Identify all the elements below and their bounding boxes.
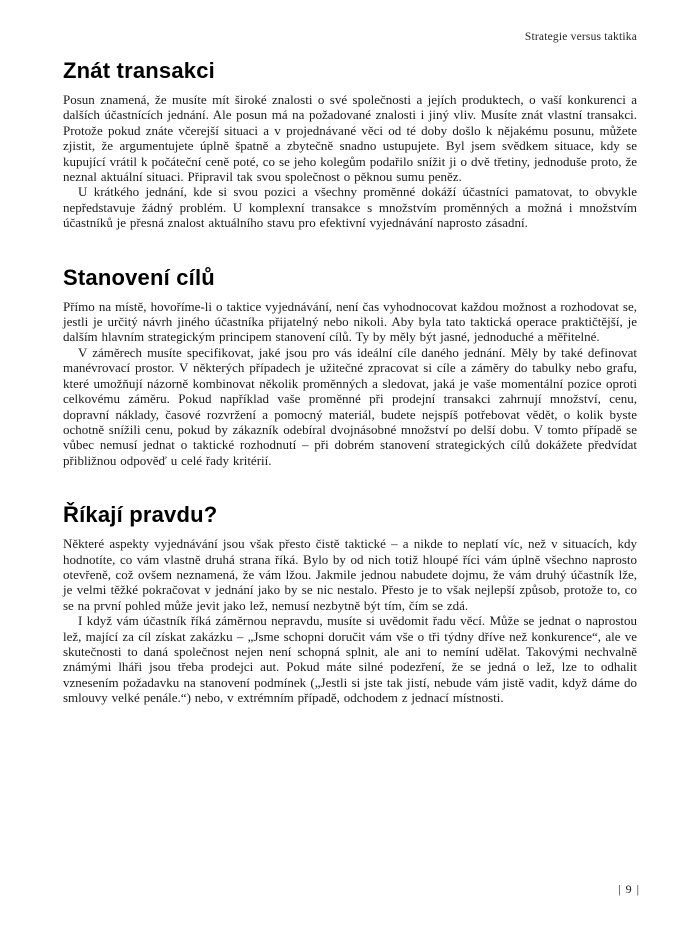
section-rikaji-pravdu bbox=[63, 502, 637, 705]
section-heading-znat-transakci: Znát transakci bbox=[63, 58, 215, 83]
section-heading-stanoveni-cilu: Stanovení cílů bbox=[63, 264, 215, 290]
section-znat-transakci bbox=[63, 58, 637, 231]
section-heading-rikaji-pravdu: Říkají pravdu? bbox=[63, 502, 218, 528]
paragraph: Některé aspekty vyjednávání jsou však přesto čistě taktické – a nikde to neplatí víc, než v situacích, kdy hodnotíte, co vám vlastně druhá strana říká. Bylo by od nich totiž hloupé říci vám úplně všechno naprosto otevřeně, což ovšem neznamená, že vám lžou. Jakmile jednou nabudete dojmu, že vám druhý účastník lže, je velmi těžké pokračovat v jednání jako by se nic nestalo. Přesto je to však nejlepší způsob, protože to, co se na první pohled může jevit jako lež, nemusí nezbytně být tím, čím se zdá. bbox=[63, 536, 637, 613]
page-content bbox=[63, 30, 637, 706]
paragraph: Posun znamená, že musíte mít široké znalosti o své společnosti a jejích produktech, o vaší konkurenci a dalších účastnících jednání. Ale posun má na požadované znalosti i jiný vliv. Musíte znát vlastní transakci. Protože pokud znáte včerejší situaci a v projednávané věci od té doby došlo k nějakému posunu, můžete zjistit, že argumentujete úplně špatně a zbytečně snadno ustupujete. Byl jsem svědkem situace, kdy se kupující vrátil k počáteční ceně poté, co se jeho kolegům podařilo snížit ji o dvě třetiny, jednoduše proto, že neznal aktuální situaci. Připravil tak svou společnost o pěknou sumu peněz. bbox=[63, 92, 637, 185]
page-number: | 9 | bbox=[618, 882, 640, 896]
paragraph: I když vám účastník říká záměrnou nepravdu, musíte si uvědomit řadu věcí. Může se jednat o naprostou lež, mající za cíl získat zakázku – „Jsme schopni doručit vám vše o tři týdny dříve než konkurence“, ale ve skutečnosti to daná společnost nejen není schopná splnit, ale ani to nemíní udělat. Takovými nechvalně známými lháři jsou třeba prodejci aut. Pokud máte silné podezření, že se jedná o lež, lze to odhalit vznesením požadavku na stanovení podmínek („Jestli si jste tak jistí, nebude vám jistě vadit, když dáme do smlouvy velké penále.“) nebo, v extrémním případě, odchodem z jednací místnosti. bbox=[63, 613, 637, 706]
paragraph: V záměrech musíte specifikovat, jaké jsou pro vás ideální cíle daného jednání. Měly by také definovat manévrovací prostor. V některých případech je užitečné zpracovat si cíle a záměry do tabulky nebo grafu, které umožňují názorně kombinovat několik proměnných a sledovat, jaká je vaše momentální pozice oproti celkovému záměru. Pokud například vaše proměnné při prodejní transakci zahrnují množství, cenu, dopravní náklady, časové rozvržení a pomocný materiál, budete nejspíš potřebovat vědět, o kolik byste ochotně snížili cenu, pokud by zákazník odebíral dvojnásobné množství po delší dobu. V tomto případě se vůbec nemusí jednat o taktické rozhodnutí – při dobrém stanovení strategických cílů dokážete předvídat přibližnou odpověď u celé řady kritérií. bbox=[63, 344, 637, 468]
section-stanoveni-cilu bbox=[63, 265, 637, 468]
running-header: Strategie versus taktika bbox=[524, 31, 637, 43]
paragraph: U krátkého jednání, kde si svou pozici a všechny proměnné dokáží účastníci pamatovat, to obvykle nepředstavuje žádný problém. U komplexní transakce s množstvím proměnných a možná i množstvím účastníků je přesná znalost aktuálního stavu pro efektivní vyjednávání naprosto zásadní. bbox=[63, 184, 637, 231]
paragraph: Přímo na místě, hovoříme-li o taktice vyjednávání, není čas vyhodnocovat každou možnost a rozhodovat se, jestli je určitý návrh jiného účastníka přijatelný nebo nikoli. Aby byla tato taktická operace praktičtější, je dalším hlavním strategickým principem stanovení cílů. Ty by měly být jasné, jednoduché a měřitelné. bbox=[63, 298, 637, 345]
